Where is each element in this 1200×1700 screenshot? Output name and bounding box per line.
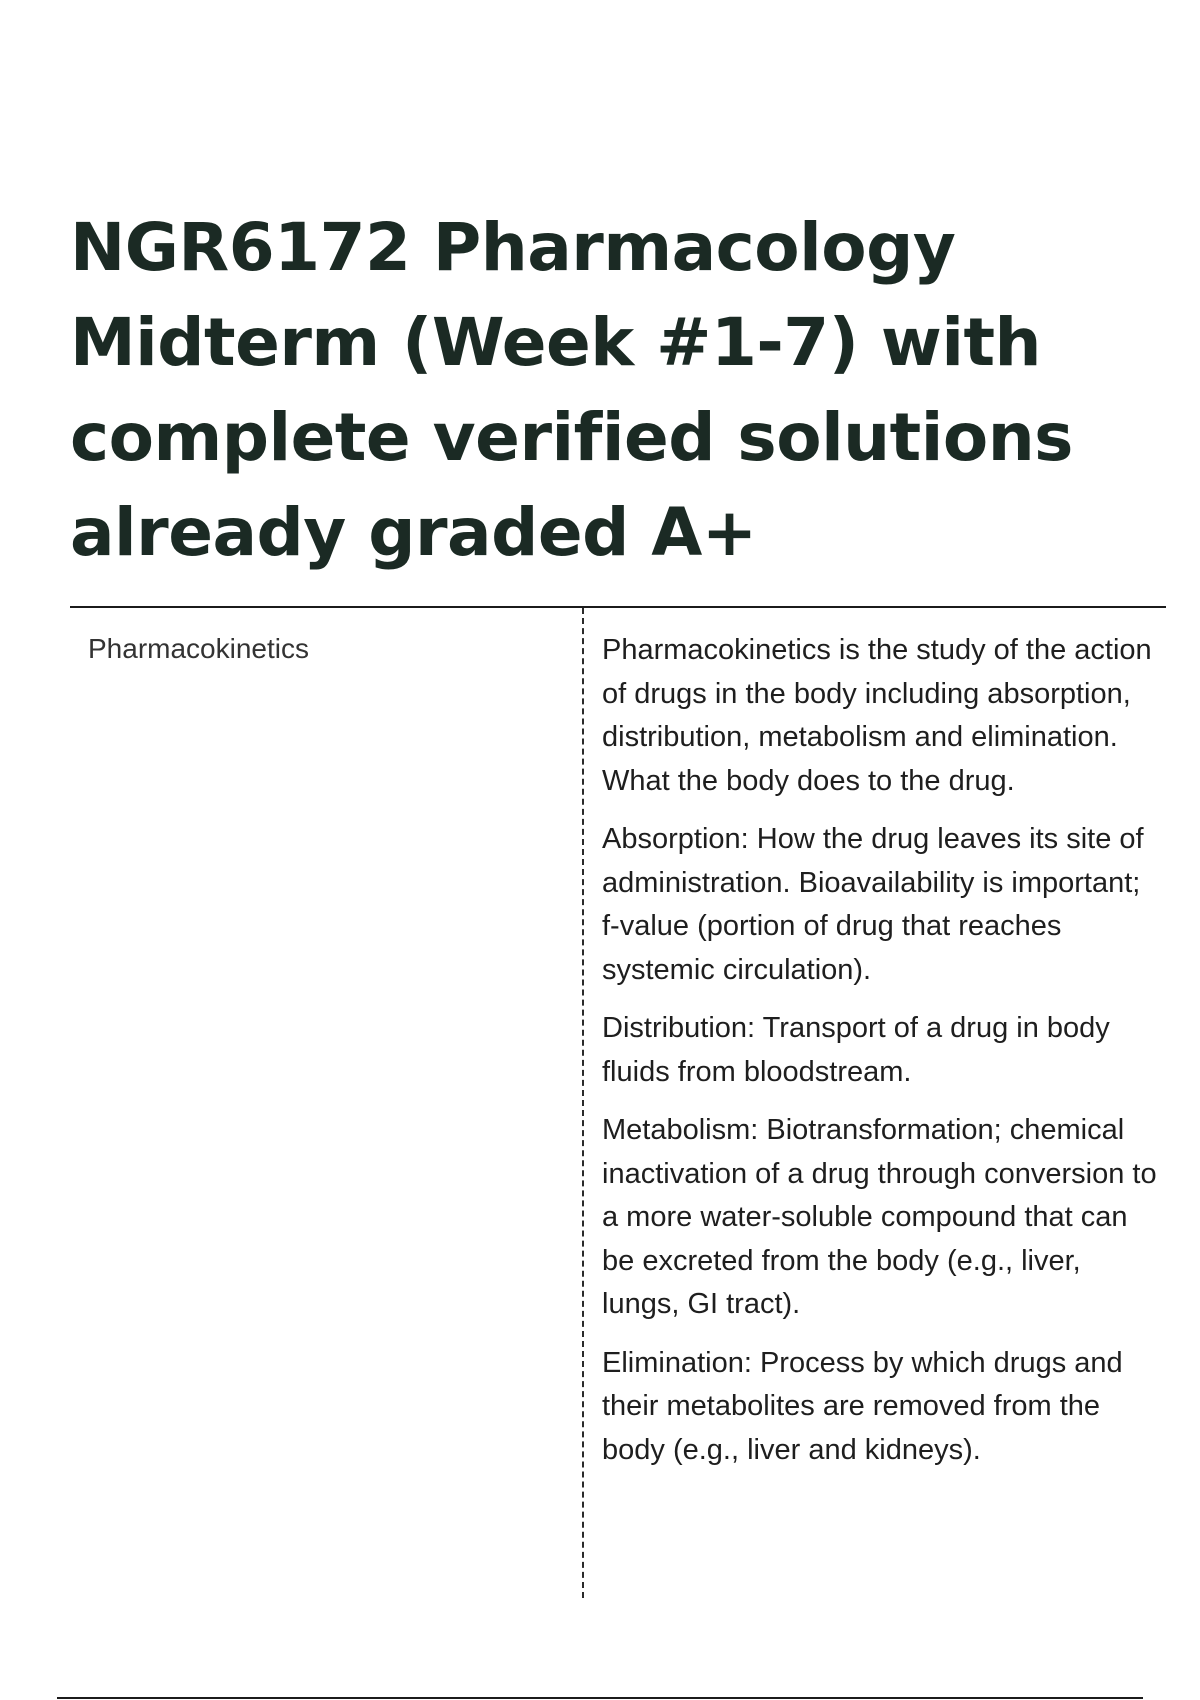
definition-paragraph: Absorption: How the drug leaves its site of administration. Bioavailability is important; f-value (portion of drug that reaches systemic circulation). <box>602 823 1144 986</box>
column-divider <box>582 608 584 1598</box>
definition-paragraph: Pharmacokinetics is the study of the action of drugs in the body including absorption, distribution, metabolism and elimination. What the body does to the drug. <box>602 634 1152 797</box>
flashcard-definition <box>602 629 1162 1487</box>
definition-paragraph: Elimination: Process by which drugs and their metabolites are removed from the body (e.g., liver and kidneys). <box>602 1346 1123 1466</box>
title-line: already graded A+ <box>70 494 757 571</box>
title-divider-rule <box>70 606 1166 608</box>
title-line: Midterm (Week #1-7) with <box>70 304 1041 381</box>
title-line: NGR6172 Pharmacology <box>70 209 956 286</box>
document-title <box>70 200 1150 580</box>
definition-paragraph: Distribution: Transport of a drug in body fluids from bloodstream. <box>602 1012 1110 1088</box>
flashcard-term: Pharmacokinetics <box>88 633 309 664</box>
page-bottom-rule <box>57 1697 1143 1699</box>
title-line: complete verified solutions <box>70 399 1073 476</box>
definition-paragraph: Metabolism: Biotransformation; chemical inactivation of a drug through conversion to a more water-soluble compound that can be excreted from the body (e.g., liver, lungs, GI tract). <box>602 1114 1157 1320</box>
